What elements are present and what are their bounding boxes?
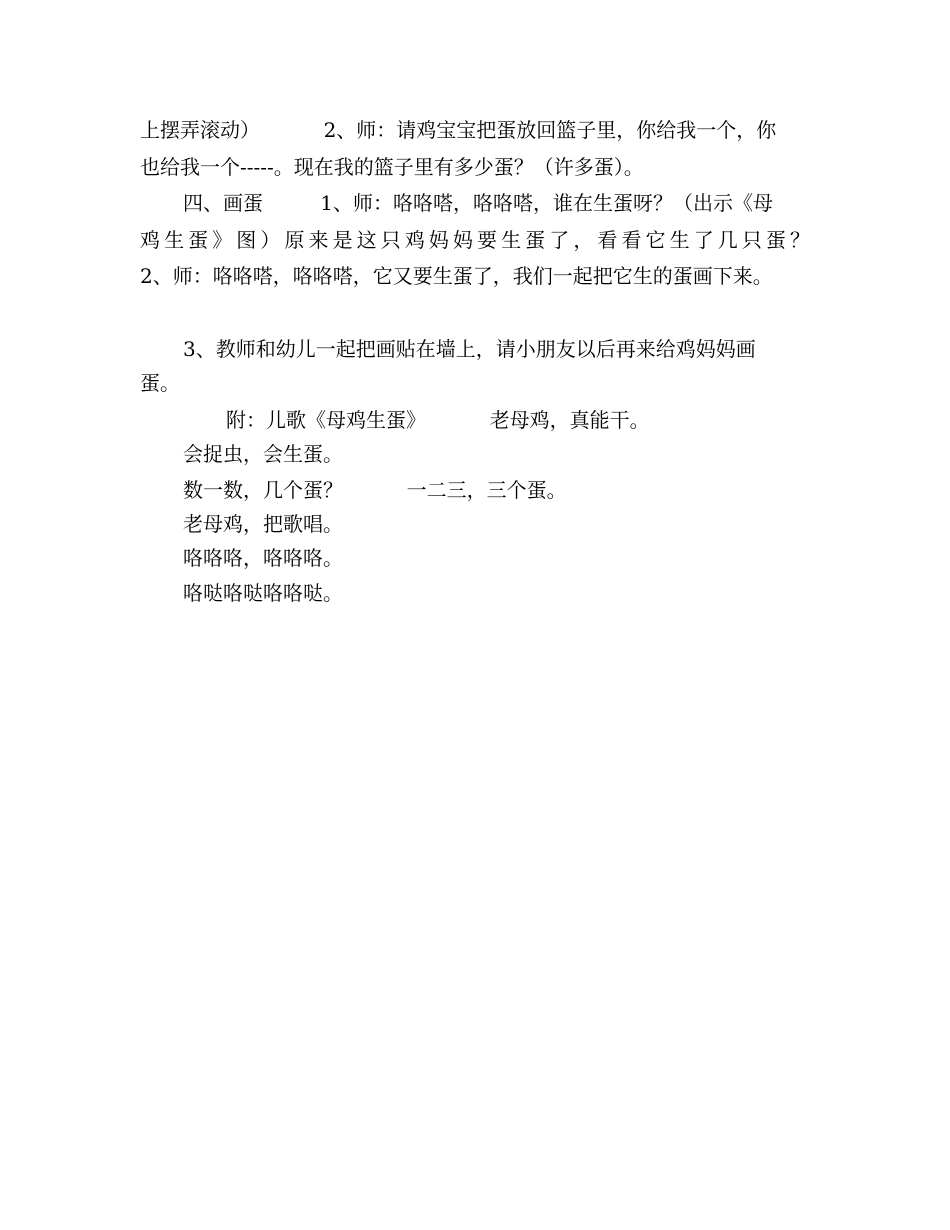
text-line-13: 咯哒咯哒咯咯哒。 <box>183 581 343 605</box>
text-line-12: 咯咯咯，咯咯咯。 <box>183 546 343 570</box>
text-line-3: 四、画蛋 1、师：咯咯嗒，咯咯嗒，谁在生蛋呀？（出示《母 <box>183 191 773 215</box>
text-line-11: 老母鸡，把歌唱。 <box>183 512 343 536</box>
text-line-7: 蛋。 <box>140 371 180 395</box>
text-line-4: 鸡生蛋》图）原来是这只鸡妈妈要生蛋了，看看它生了几只蛋？ <box>140 228 810 252</box>
text-line-8: 附：儿歌《母鸡生蛋》 老母鸡，真能干。 <box>226 408 650 432</box>
text-line-9: 会捉虫，会生蛋。 <box>183 442 343 466</box>
text-line-5: 2、师：咯咯嗒，咯咯嗒，它又要生蛋了，我们一起把它生的蛋画下来。 <box>140 264 773 288</box>
text-line-6: 3、教师和幼儿一起把画贴在墙上，请小朋友以后再来给鸡妈妈画 <box>183 337 756 361</box>
text-line-1: 上摆弄滚动） 2、师：请鸡宝宝把蛋放回篮子里，你给我一个，你 <box>140 118 777 142</box>
text-line-2: 也给我一个-----。现在我的篮子里有多少蛋？（许多蛋）。 <box>140 155 644 179</box>
text-line-10: 数一数，几个蛋？ 一二三，三个蛋。 <box>183 478 567 502</box>
